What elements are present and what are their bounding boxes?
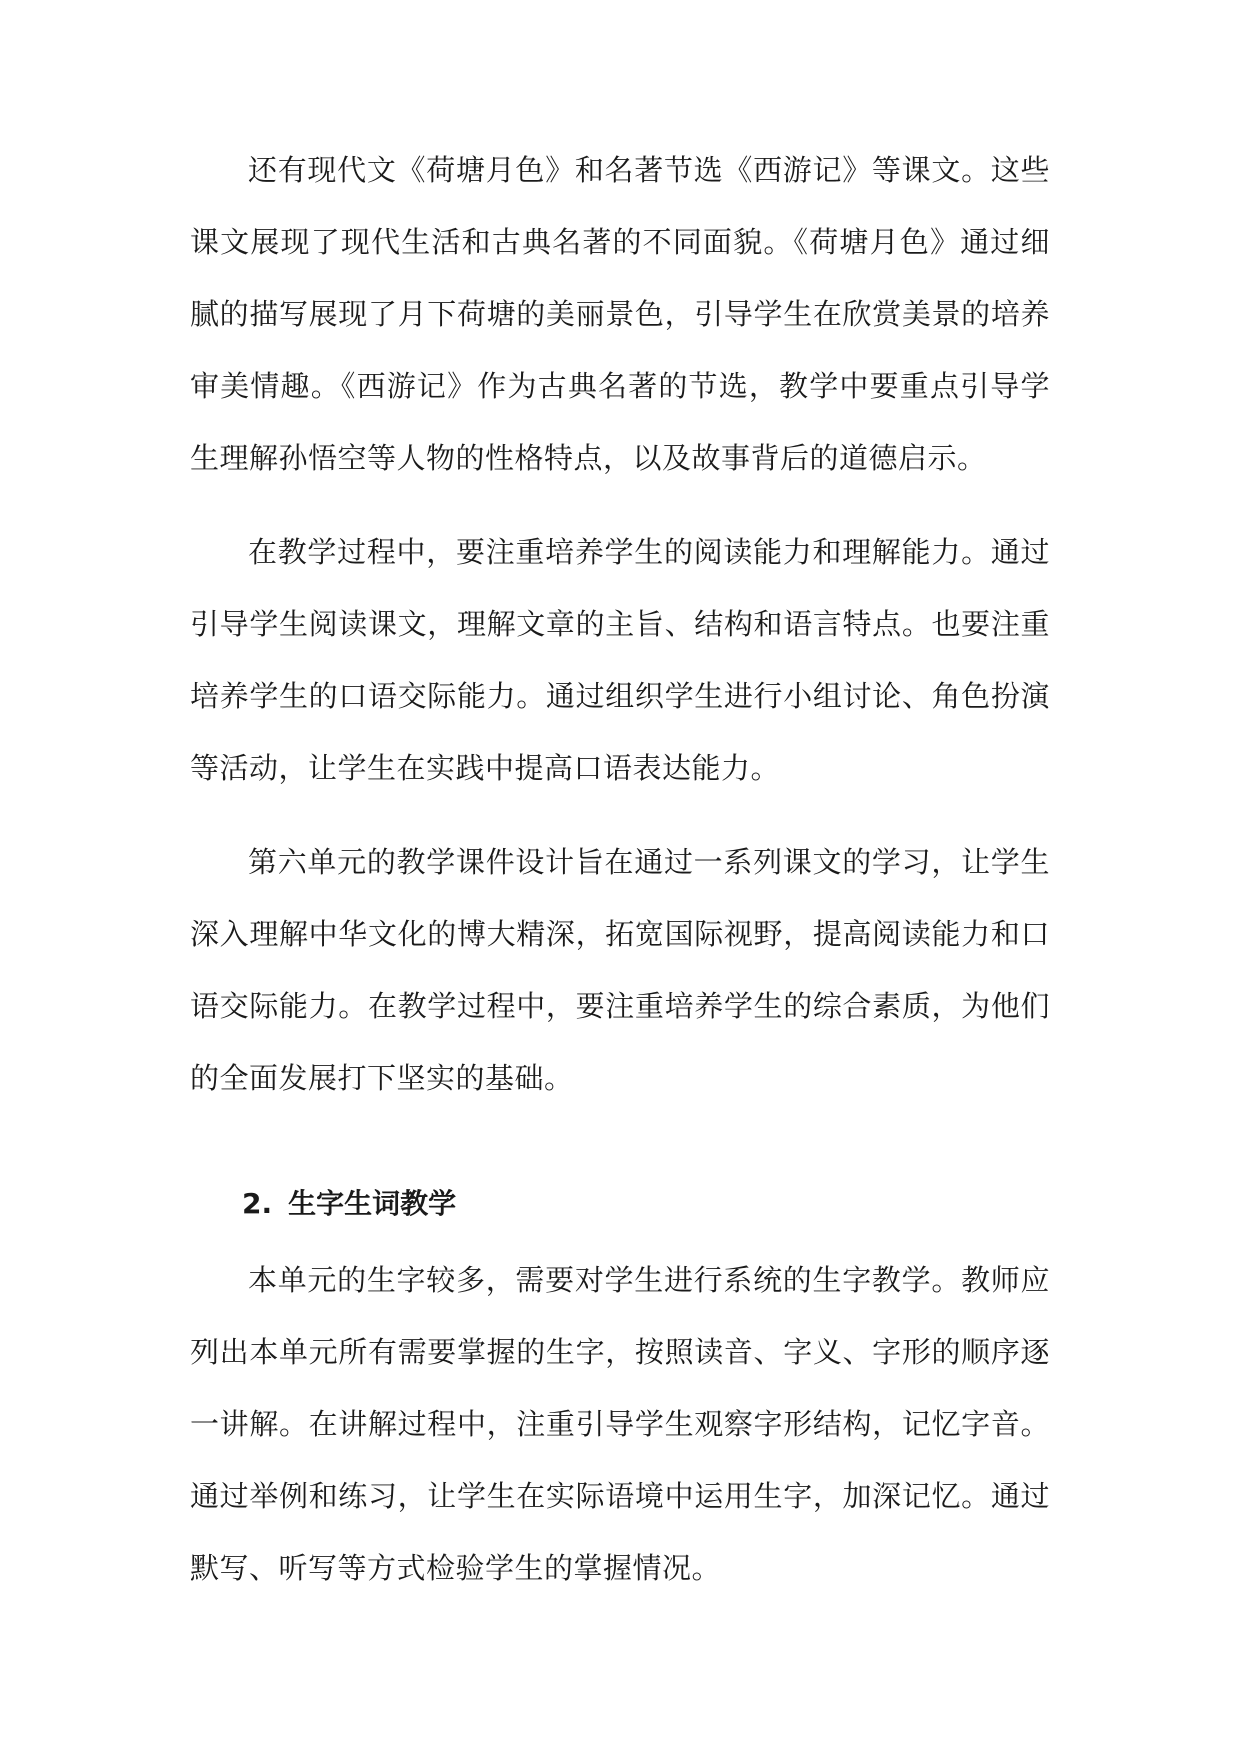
section-number: 2. [242, 1187, 273, 1220]
body-paragraph: 在教学过程中，要注重培养学生的阅读能力和理解能力。通过引导学生阅读课文，理解文章的主旨、结构和语言特点。也要注重培养学生的口语交际能力。通过组织学生进行小组讨论、角色扮演等活动，让学生在实践中提高口语表达能力。 [190, 535, 1050, 785]
body-paragraph: 第六单元的教学课件设计旨在通过一系列课文的学习，让学生深入理解中华文化的博大精深，拓宽国际视野，提高阅读能力和口语交际能力。在教学过程中，要注重培养学生的综合素质，为他们的全面发展打下坚实的基础。 [190, 845, 1050, 1095]
section-title: 生字生词教学 [288, 1187, 457, 1220]
body-paragraph: 还有现代文《荷塘月色》和名著节选《西游记》等课文。这些课文展现了现代生活和古典名著的不同面貌。《荷塘月色》通过细腻的描写展现了月下荷塘的美丽景色，引导学生在欣赏美景的培养审美情趣。《西游记》作为古典名著的节选，教学中要重点引导学生理解孙悟空等人物的性格特点，以及故事背后的道德启示。 [190, 153, 1050, 475]
body-paragraph: 本单元的生字较多，需要对学生进行系统的生字教学。教师应列出本单元所有需要掌握的生字，按照读音、字义、字形的顺序逐一讲解。在讲解过程中，注重引导学生观察字形结构，记忆字音。通过举例和练习，让学生在实际语境中运用生字，加深记忆。通过默写、听写等方式检验学生的掌握情况。 [190, 1263, 1050, 1585]
document-page [190, 134, 1050, 1626]
section-heading [190, 1168, 1050, 1240]
